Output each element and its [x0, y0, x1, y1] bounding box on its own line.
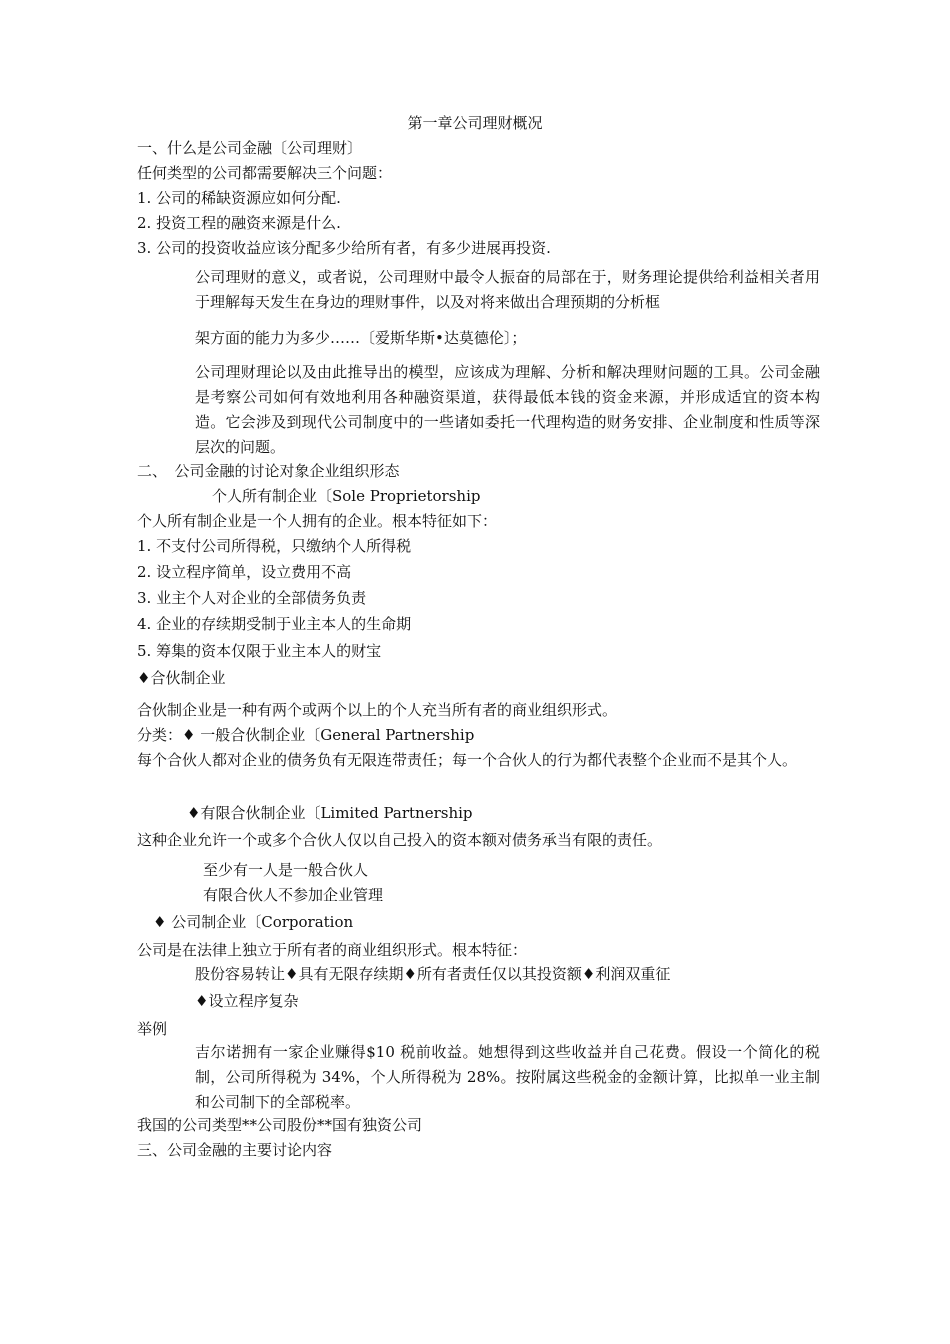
example-heading: 举例 [137, 1020, 168, 1038]
corporation-features-2: ♦设立程序复杂 [195, 992, 299, 1010]
partnership-heading: ♦合伙制企业 [137, 669, 226, 687]
list-item: 2. 设立程序简单，设立费用不高 [137, 563, 352, 581]
list-item: 有限合伙人不参加企业管理 [203, 886, 384, 904]
body-paragraph: 公司理财理论以及由此推导出的模型，应该成为理解、分析和解决理财问题的工具。公司金融是考察公司如何有效地利用各种融资渠道，获得最低本钱的资金来源，并形成适宜的资本构造。它会涉及到现代公司制度中的一些诸如委托一代理构造的财务安排、企业制度和性质等深层次的问题。 [195, 363, 820, 456]
list-item: 2. 投资工程的融资来源是什么. [137, 214, 341, 232]
partnership-classification: 分类：♦ 一般合伙制企业〔General Partnership [137, 726, 475, 744]
list-item: 3. 业主个人对企业的全部债务负责 [137, 589, 367, 607]
quote-paragraph: 公司理财的意义，或者说，公司理财中最令人振奋的局部在于，财务理论提供给利益相关者用于理解每天发生在身边的理财事件，以及对将来做出合理预期的分析框 [195, 268, 820, 311]
list-item: 1. 公司的稀缺资源应如何分配. [137, 189, 341, 207]
section-2-heading: 二、 公司金融的讨论对象企业组织形态 [137, 462, 400, 480]
list-item: 3. 公司的投资收益应该分配多少给所有者，有多少进展再投资. [137, 239, 551, 257]
corporation-heading: ♦ 公司制企业〔Corporation [153, 913, 354, 931]
general-partnership-desc: 每个合伙人都对企业的债务负有无限连带责任；每一个合伙人的行为都代表整个企业而不是其个人。 [137, 751, 798, 769]
limited-partnership-desc: 这种企业允许一个或多个合伙人仅以自己投入的资本额对债务承当有限的责任。 [137, 831, 663, 849]
page-title: 第一章公司理财概况 [407, 114, 543, 132]
section-1-heading: 一、什么是公司金融〔公司理财〕 [137, 139, 363, 157]
corporation-intro: 公司是在法律上独立于所有者的商业组织形式。根本特征： [137, 941, 528, 959]
china-company-types: 我国的公司类型**公司股份**国有独资公司 [137, 1116, 423, 1134]
section-1-intro: 任何类型的公司都需要解决三个问题： [137, 164, 393, 182]
partnership-intro: 合伙制企业是一种有两个或两个以上的个人充当所有者的商业组织形式。 [137, 701, 618, 719]
list-item: 至少有一人是一般合伙人 [203, 861, 369, 879]
list-item: 4. 企业的存续期受制于业主本人的生命期 [137, 615, 412, 633]
sole-proprietorship-heading: 个人所有制企业〔Sole Proprietorship [212, 487, 481, 505]
list-item: 1. 不支付公司所得税，只缴纳个人所得税 [137, 537, 412, 555]
quote-attribution: 架方面的能力为多少……〔爱斯华斯•达莫德伦〕； [195, 329, 527, 347]
example-paragraph: 吉尔诺拥有一家企业赚得$10 税前收益。她想得到这些收益并自己花费。假设一个简化的税制，公司所得税为 34%，个人所得税为 28%。按附属这些税金的金额计算，比拟单一业主制和公司制下的全部税率。 [195, 1043, 820, 1111]
section-3-heading: 三、公司金融的主要讨论内容 [137, 1141, 333, 1159]
corporation-features: 股份容易转让♦具有无限存续期♦所有者责任仅以其投资额♦利润双重征 [195, 965, 671, 983]
list-item: 5. 筹集的资本仅限于业主本人的财宝 [137, 642, 382, 660]
limited-partnership-heading: ♦有限合伙制企业〔Limited Partnership [187, 804, 473, 822]
sole-proprietorship-intro: 个人所有制企业是一个人拥有的企业。根本特征如下： [137, 512, 498, 530]
